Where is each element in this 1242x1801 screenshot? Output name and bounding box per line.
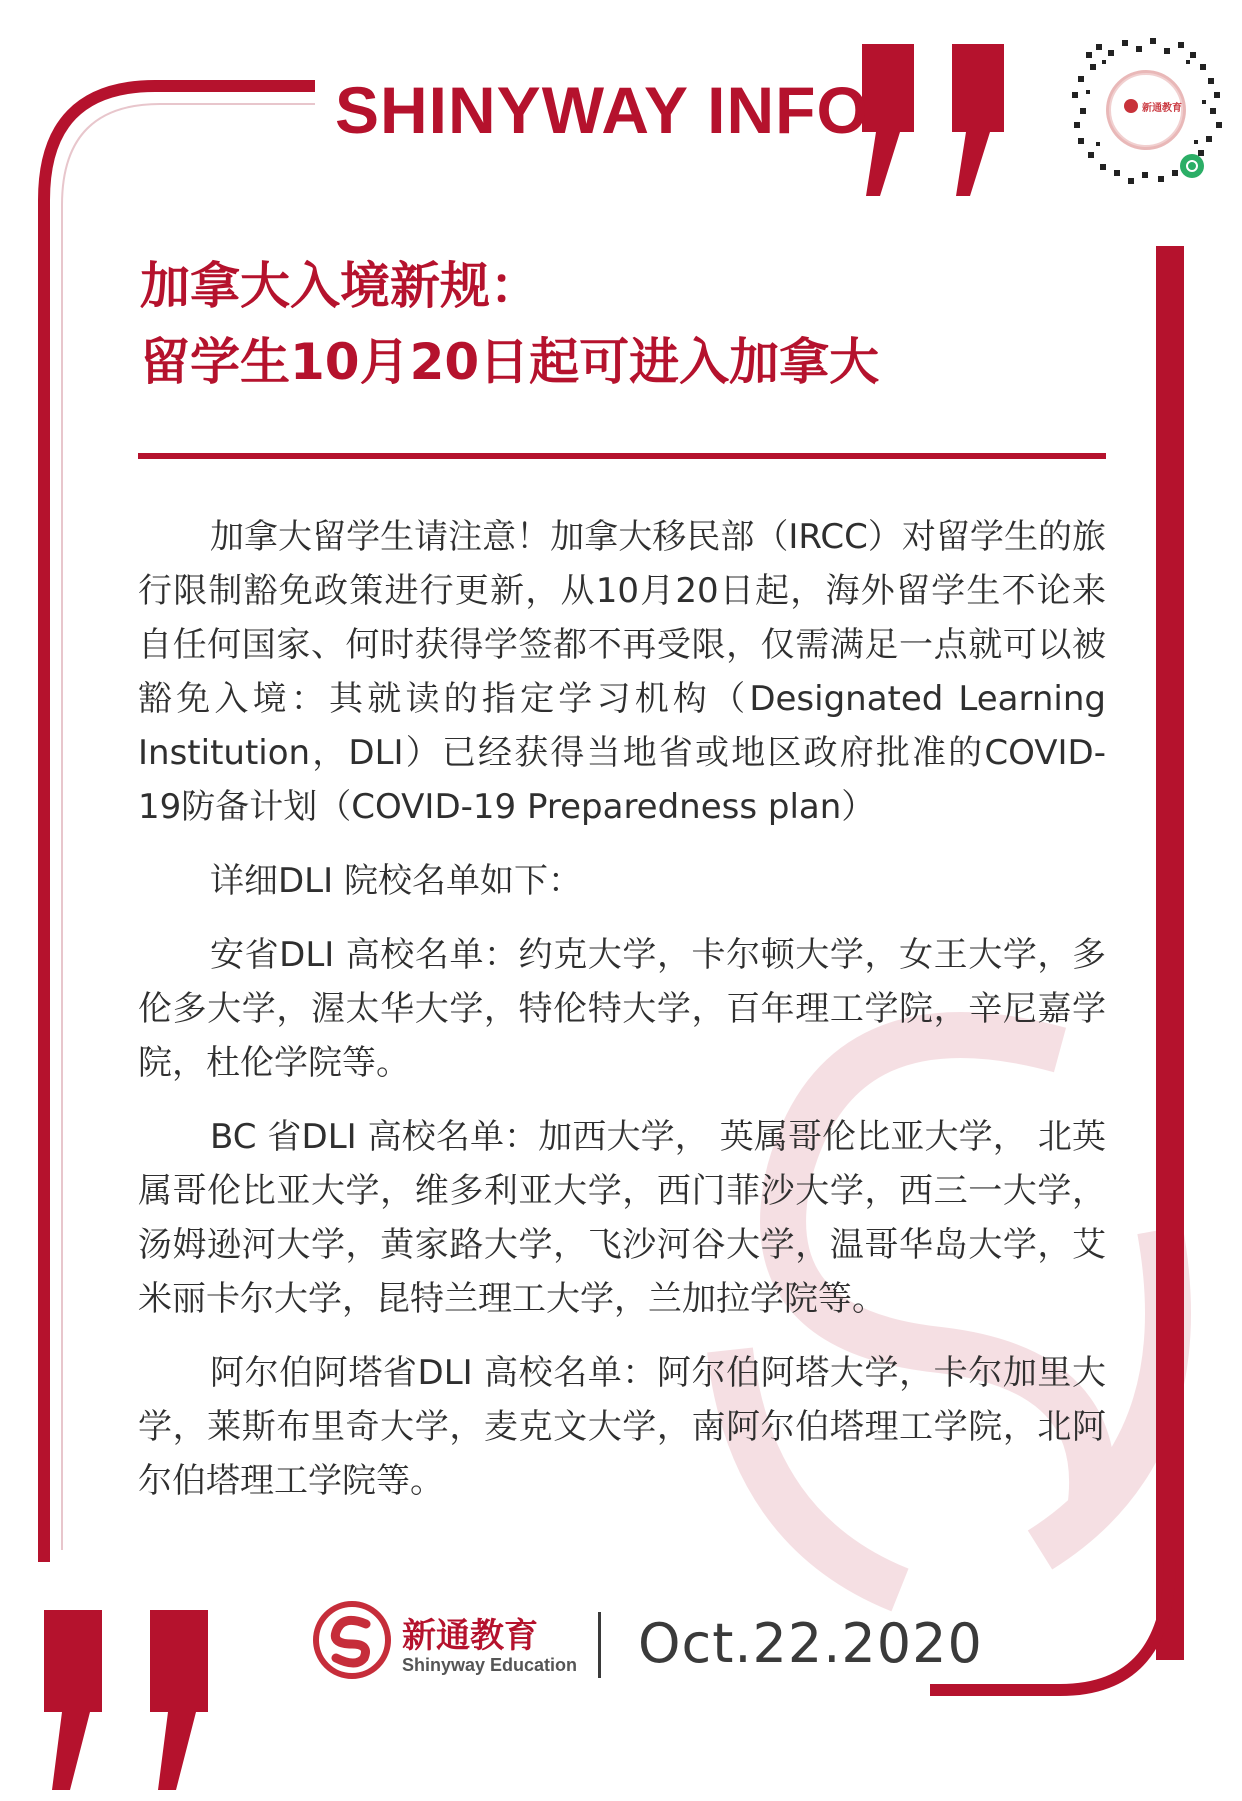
brand-name-en: Shinyway Education	[402, 1655, 578, 1675]
qr-label: 新通教育	[1142, 103, 1182, 114]
shinyway-logo-icon	[312, 1600, 392, 1680]
paragraph-ontario-list: 安省DLI 高校名单：约克大学，卡尔顿大学，女王大学，多伦多大学，渥太华大学，特伦特大学，百年理工学院，辛尼嘉学院，杜伦学院等。	[138, 935, 1106, 1083]
footer-divider	[598, 1612, 601, 1678]
header-title: SHINYWAY INFO	[335, 73, 869, 147]
brand-name-cn: 新通教育	[402, 1616, 538, 1656]
headline-divider	[138, 453, 1106, 459]
qr-code-icon[interactable]	[1066, 30, 1226, 190]
publish-date: Oct.22.2020	[638, 1612, 983, 1675]
quote-mark-icon	[862, 44, 1004, 196]
headline-line-1: 加拿大入境新规：	[140, 257, 540, 315]
paragraph-dli-heading: 详细DLI 院校名单如下：	[210, 861, 582, 901]
headline	[140, 248, 1100, 400]
headline-line-2: 留学生10月20日起可进入加拿大	[140, 333, 880, 391]
paragraph-intro: 加拿大留学生请注意！加拿大移民部（IRCC）对留学生的旅行限制豁免政策进行更新，从10月20日起，海外留学生不论来自任何国家、何时获得学签都不再受限，仅需满足一点就可以被豁免入境：其就读的指定学习机构（Designated Learning Institution，DLI）已经获得当地省或地区政府批准的COVID-19防备计划（COVID-19 Preparedness plan）	[138, 517, 1106, 827]
paragraph-alberta-list: 阿尔伯阿塔省DLI 高校名单：阿尔伯阿塔大学，卡尔加里大学，莱斯布里奇大学，麦克文大学，南阿尔伯塔理工学院，北阿尔伯塔理工学院等。	[138, 1353, 1106, 1501]
article-body	[138, 510, 1106, 1528]
quote-mark-icon	[44, 1610, 208, 1790]
paragraph-bc-list: BC 省DLI 高校名单：加西大学， 英属哥伦比亚大学， 北英属哥伦比亚大学，维多利亚大学，西门菲沙大学，西三一大学，汤姆逊河大学，黄家路大学，飞沙河谷大学，温哥华岛大学，艾米丽卡尔大学，昆特兰理工大学，兰加拉学院等。	[138, 1117, 1106, 1319]
